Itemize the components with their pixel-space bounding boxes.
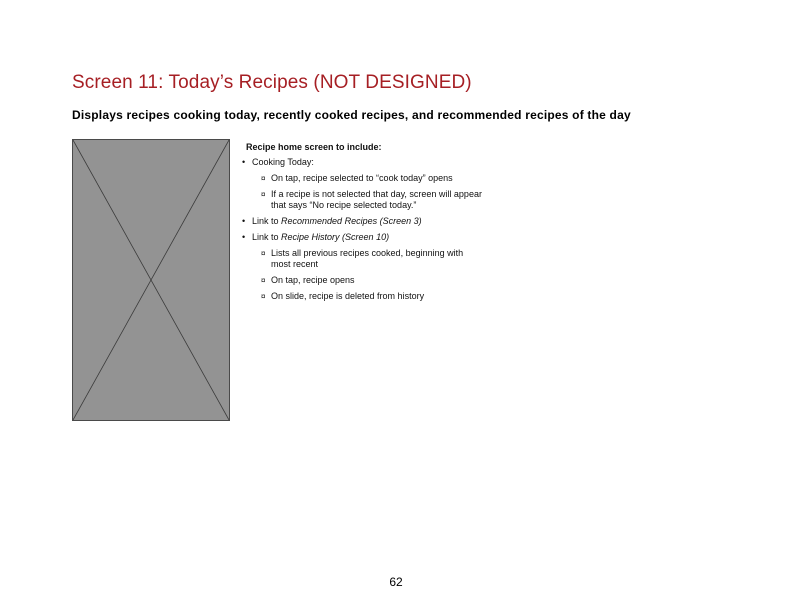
sub-item-text: Lists all previous recipes cooked, beginning with most recent <box>271 248 464 269</box>
sub-item-text: If a recipe is not selected that day, screen will appear that says “No recipe selected today.” <box>271 189 482 210</box>
notes-heading: Recipe home screen to include: <box>246 142 382 152</box>
notes-panel <box>242 142 502 307</box>
list-item-prefix: Link to <box>252 232 282 242</box>
sub-bullet-icon: ¤ <box>261 276 266 285</box>
recommended-recipes-link[interactable]: Recommended Recipes (Screen 3) <box>281 216 422 226</box>
bullet-icon: • <box>242 216 246 226</box>
bullet-icon: • <box>242 157 246 167</box>
screen-placeholder <box>72 139 230 421</box>
sub-item-text: On tap, recipe selected to “cook today” opens <box>271 173 453 183</box>
list-item-cooking-today <box>242 157 502 211</box>
sub-bullet-icon: ¤ <box>261 292 266 301</box>
recipe-history-link[interactable]: Recipe History (Screen 10) <box>281 232 390 242</box>
sub-item <box>252 275 502 286</box>
image-placeholder-icon <box>73 140 229 420</box>
sub-item <box>252 189 502 211</box>
list-item-text: Cooking Today: <box>252 157 314 167</box>
list-item-prefix: Link to <box>252 216 282 226</box>
page-subtitle: Displays recipes cooking today, recently cooked recipes, and recommended recipes of the day <box>72 108 631 122</box>
list-item-recommended-link <box>242 216 502 227</box>
sub-item <box>252 248 502 270</box>
sub-bullet-icon: ¤ <box>261 249 266 258</box>
sub-item-text: On slide, recipe is deleted from history <box>271 291 425 301</box>
sub-bullet-icon: ¤ <box>261 190 266 199</box>
page-number: 62 <box>389 575 403 589</box>
page-title: Screen 11: Today’s Recipes (NOT DESIGNED) <box>72 72 472 93</box>
bullet-icon: • <box>242 232 246 242</box>
sub-bullet-icon: ¤ <box>261 174 266 183</box>
sub-item <box>252 291 502 302</box>
sub-item-text: On tap, recipe opens <box>271 275 355 285</box>
list-item-history-link <box>242 232 502 302</box>
sub-item <box>252 173 502 184</box>
